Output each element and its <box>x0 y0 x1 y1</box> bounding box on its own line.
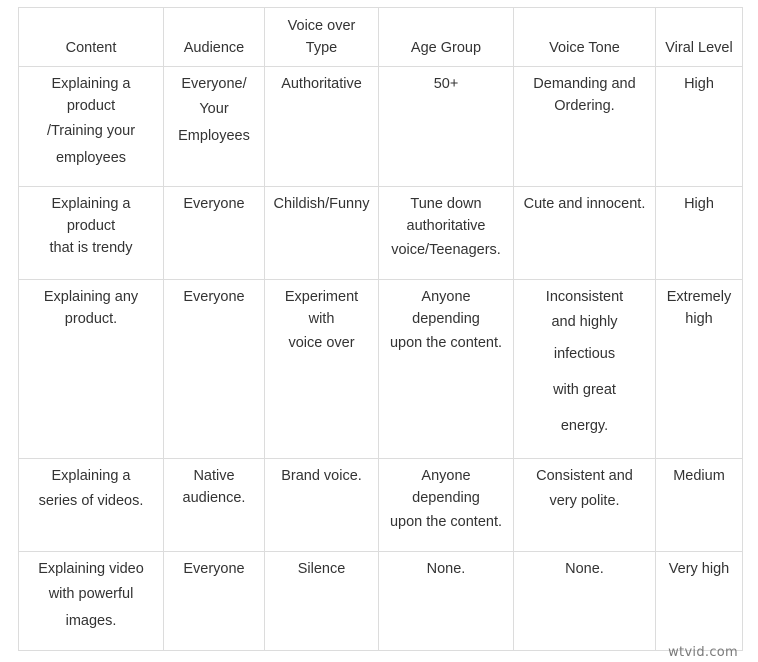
cell-line: very polite. <box>549 493 620 509</box>
table-row <box>19 552 743 651</box>
cell-line: product <box>66 218 116 234</box>
cell-line: Your <box>199 101 229 117</box>
cell-line: /Training your <box>46 123 136 139</box>
cell-line: Demanding and <box>533 76 636 92</box>
cell-voice-over-type <box>265 67 379 187</box>
cell-line: Experiment <box>284 289 359 305</box>
cell-line: with powerful <box>48 586 134 602</box>
table-row <box>19 187 743 280</box>
header-voice-tone: Voice Tone <box>514 8 656 67</box>
cell-line: that is trendy <box>49 240 133 256</box>
cell-audience <box>164 280 265 459</box>
cell-line: upon the content. <box>389 514 503 530</box>
cell-voice-tone <box>514 187 656 280</box>
cell-audience <box>164 187 265 280</box>
cell-viral-level <box>656 552 743 651</box>
cell-line: Tune down <box>410 196 482 212</box>
cell-line: Explaining a <box>51 76 131 92</box>
cell-viral-level <box>656 67 743 187</box>
cell-line: and highly <box>551 314 618 330</box>
header-viral-level: Viral Level <box>656 8 743 67</box>
cell-content <box>19 280 164 459</box>
cell-age-group <box>379 187 514 280</box>
cell-line: series of videos. <box>38 493 144 509</box>
cell-age-group <box>379 552 514 651</box>
cell-line: employees <box>55 150 127 166</box>
cell-line: Employees <box>178 128 250 144</box>
cell-line: product <box>66 98 116 114</box>
cell-line: upon the content. <box>389 335 503 351</box>
cell-voice-tone <box>514 67 656 187</box>
cell-line: Explaining video <box>38 561 144 577</box>
cell-line: Ordering. <box>554 98 615 114</box>
cell-line: voice/Teenagers. <box>391 242 501 258</box>
cell-line: Everyone <box>183 196 245 212</box>
voice-over-comparison-table <box>18 7 743 651</box>
cell-line: product. <box>64 311 118 327</box>
cell-line: Childish/Funny <box>273 196 370 212</box>
cell-line: Extremely <box>666 289 732 305</box>
cell-viral-level <box>656 280 743 459</box>
cell-line: with <box>308 311 335 327</box>
cell-content <box>19 67 164 187</box>
table-row <box>19 280 743 459</box>
header-row <box>19 8 743 67</box>
cell-line: Explaining a <box>51 196 131 212</box>
cell-line: Native <box>193 468 235 484</box>
cell-audience <box>164 552 265 651</box>
cell-age-group <box>379 459 514 552</box>
cell-line: Anyone <box>421 468 471 484</box>
cell-viral-level <box>656 187 743 280</box>
watermark: wtvid.com <box>668 645 738 660</box>
cell-audience <box>164 67 265 187</box>
cell-line: None. <box>565 561 604 577</box>
cell-line: Explaining a <box>51 468 131 484</box>
cell-line: Everyone <box>183 561 245 577</box>
cell-voice-over-type <box>265 459 379 552</box>
cell-line: Very high <box>668 561 730 577</box>
header-content: Content <box>19 8 164 67</box>
cell-line: authoritative <box>406 218 486 234</box>
cell-line: audience. <box>182 490 246 506</box>
header-voice-over-type <box>265 8 379 67</box>
comparison-table-container <box>18 7 742 651</box>
cell-line: infectious <box>553 346 616 362</box>
header-age-group: Age Group <box>379 8 514 67</box>
cell-content <box>19 459 164 552</box>
cell-voice-over-type <box>265 187 379 280</box>
cell-line: High <box>684 76 714 92</box>
cell-line: Everyone/ <box>181 76 247 92</box>
cell-line: depending <box>412 490 480 506</box>
cell-line: Everyone <box>183 289 245 305</box>
header-audience: Audience <box>164 8 265 67</box>
table-row <box>19 459 743 552</box>
cell-line: voice over <box>288 335 355 351</box>
cell-line: Medium <box>673 468 725 484</box>
cell-line: energy. <box>560 418 609 434</box>
cell-line: Explaining any <box>43 289 139 305</box>
cell-line: Consistent and <box>536 468 633 484</box>
cell-content <box>19 552 164 651</box>
cell-voice-over-type <box>265 280 379 459</box>
cell-line: 50+ <box>433 76 459 92</box>
cell-voice-tone <box>514 280 656 459</box>
cell-line: None. <box>426 561 466 577</box>
cell-voice-tone <box>514 459 656 552</box>
cell-line: Silence <box>297 561 346 577</box>
cell-line: Anyone <box>421 289 471 305</box>
table-row <box>19 67 743 187</box>
cell-line: High <box>684 196 714 212</box>
cell-line: Brand voice. <box>281 468 362 484</box>
cell-line: images. <box>65 613 117 629</box>
cell-content <box>19 187 164 280</box>
cell-line: Authoritative <box>281 76 362 92</box>
cell-line: Cute and innocent. <box>523 196 646 212</box>
cell-line: with great <box>553 382 616 398</box>
cell-viral-level <box>656 459 743 552</box>
cell-age-group <box>379 67 514 187</box>
cell-age-group <box>379 280 514 459</box>
cell-voice-over-type <box>265 552 379 651</box>
cell-line: depending <box>412 311 480 327</box>
header-voice-over-type-label: Voice over Type <box>287 18 356 56</box>
cell-line: high <box>685 311 713 327</box>
cell-line: Inconsistent <box>545 289 624 305</box>
cell-voice-tone <box>514 552 656 651</box>
cell-audience <box>164 459 265 552</box>
